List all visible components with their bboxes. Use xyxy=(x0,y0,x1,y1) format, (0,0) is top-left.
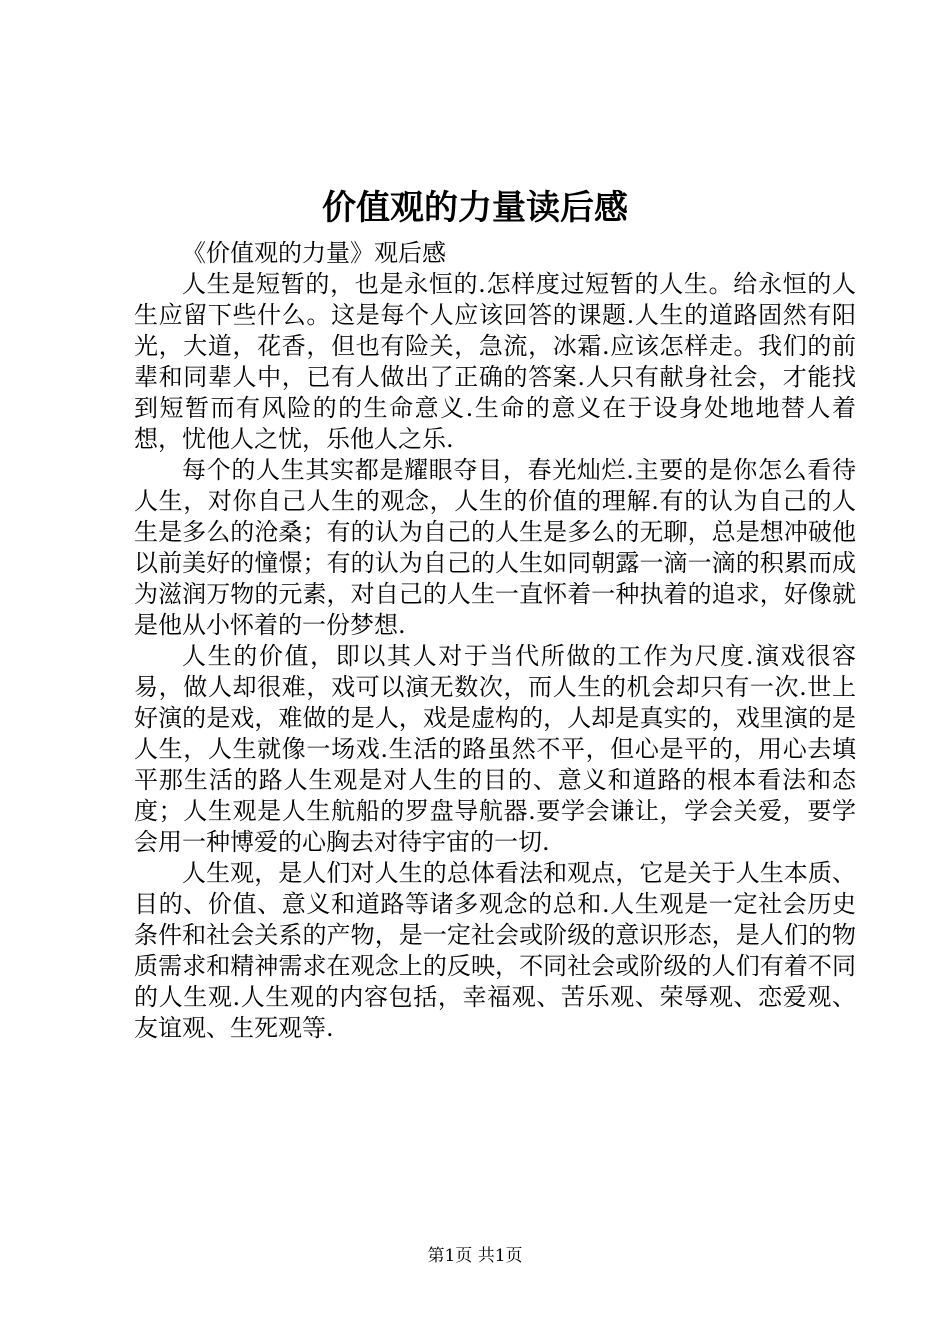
subtitle-paragraph: 《价值观的力量》观后感 xyxy=(182,239,446,267)
document-body xyxy=(134,238,856,1044)
body-paragraph: 人生的价值，即以其人对于当代所做的工作为尺度.演戏很容易，做人却很难，戏可以演无数次，而人生的机会却只有一次.世上好演的是戏，难做的是人，戏是虚构的，人却是真实的，戏里演的是人生，人生就像一场戏.生活的路虽然不平，但心是平的，用心去填平那生活的路人生观是对人生的目的、意义和道路的根本看法和态度；人生观是人生航船的罗盘导航器.要学会谦让，学会关爱，要学会用一种博爱的心胸去对待宇宙的一切. xyxy=(134,642,856,856)
body-paragraph: 每个的人生其实都是耀眼夺目，春光灿烂.主要的是你怎么看待人生，对你自己人生的观念，人生的价值的理解.有的认为自己的人生是多么的沧桑；有的认为自己的人生是多么的无聊，总是想冲破他以前美好的憧憬；有的认为自己的人生如同朝露一滴一滴的积累而成为滋润万物的元素，对自己的人生一直怀着一种执着的追求，好像就是他从小怀着的一份梦想. xyxy=(134,456,856,639)
page-footer: 第1页 共1页 xyxy=(427,1246,523,1266)
body-paragraph: 人生是短暂的，也是永恒的.怎样度过短暂的人生。给永恒的人生应留下些什么。这是每个人应该回答的课题.人生的道路固然有阳光，大道，花香，但也有险关，急流，冰霜.应该怎样走。我们的前辈和同辈人中，已有人做出了正确的答案.人只有献身社会，才能找到短暂而有风险的的生命意义.生命的意义在于设身处地地替人着想，忧他人之忧，乐他人之乐. xyxy=(134,270,856,453)
document-title: 价值观的力量读后感 xyxy=(322,188,628,228)
body-paragraph: 人生观，是人们对人生的总体看法和观点，它是关于人生本质、目的、价值、意义和道路等诸多观念的总和.人生观是一定社会历史条件和社会关系的产物，是一定社会或阶级的意识形态，是人们的物质需求和精神需求在观念上的反映，不同社会或阶级的人们有着不同的人生观.人生观的内容包括，幸福观、苦乐观、荣辱观、恋爱观、友谊观、生死观等. xyxy=(134,859,856,1042)
